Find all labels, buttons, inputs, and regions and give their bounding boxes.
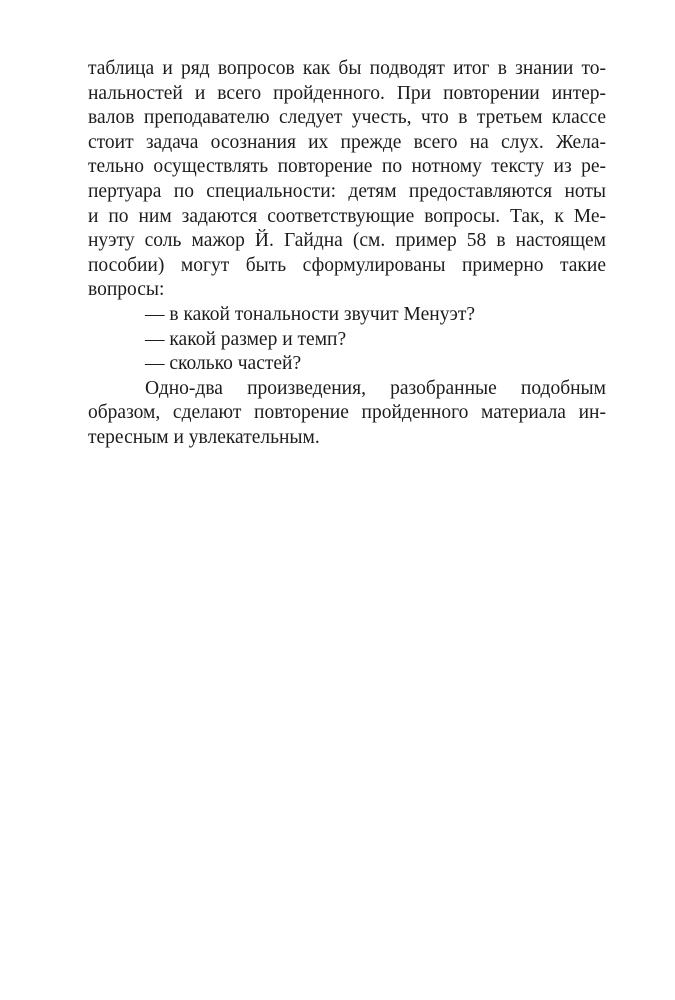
text-line-15: образом, сделают повторение пройденного материала ин- (88, 402, 606, 424)
text-line-4: стоит задача осознания их прежде всего на слух. Жела- (88, 131, 606, 153)
text-line-6: пертуара по специальности: детям предоставляются ноты (88, 180, 606, 202)
text-line-5: тельно осуществлять повторение по нотному тексту из ре- (88, 156, 606, 178)
list-item-meter-tempo: — какой размер и темп? (145, 328, 347, 350)
text-line-7: и по ним задаются соответствующие вопросы. Так, к Ме- (88, 205, 606, 227)
text-line-10: вопросы: (88, 279, 165, 301)
text-line-8: нуэту соль мажор Й. Гайдна (см. пример 58 в настоящем (88, 230, 606, 252)
list-item-parts: — сколько частей? (145, 353, 302, 375)
text-line-16: тересным и увлекательным. (88, 426, 320, 448)
page-text-block (88, 57, 606, 451)
text-line-2: нальностей и всего пройденного. При повторении интер- (88, 82, 606, 104)
text-line-3: валов преподавателю следует учесть, что в третьем классе (88, 107, 606, 129)
text-line-1: таблица и ряд вопросов как бы подводят итог в знании то- (88, 58, 606, 79)
text-line-9: пособии) могут быть сформулированы примерно такие (88, 254, 606, 276)
list-item-tonality: — в какой тональности звучит Менуэт? (145, 303, 475, 325)
text-line-14: Одно-два произведения, разобранные подобным (145, 377, 606, 399)
